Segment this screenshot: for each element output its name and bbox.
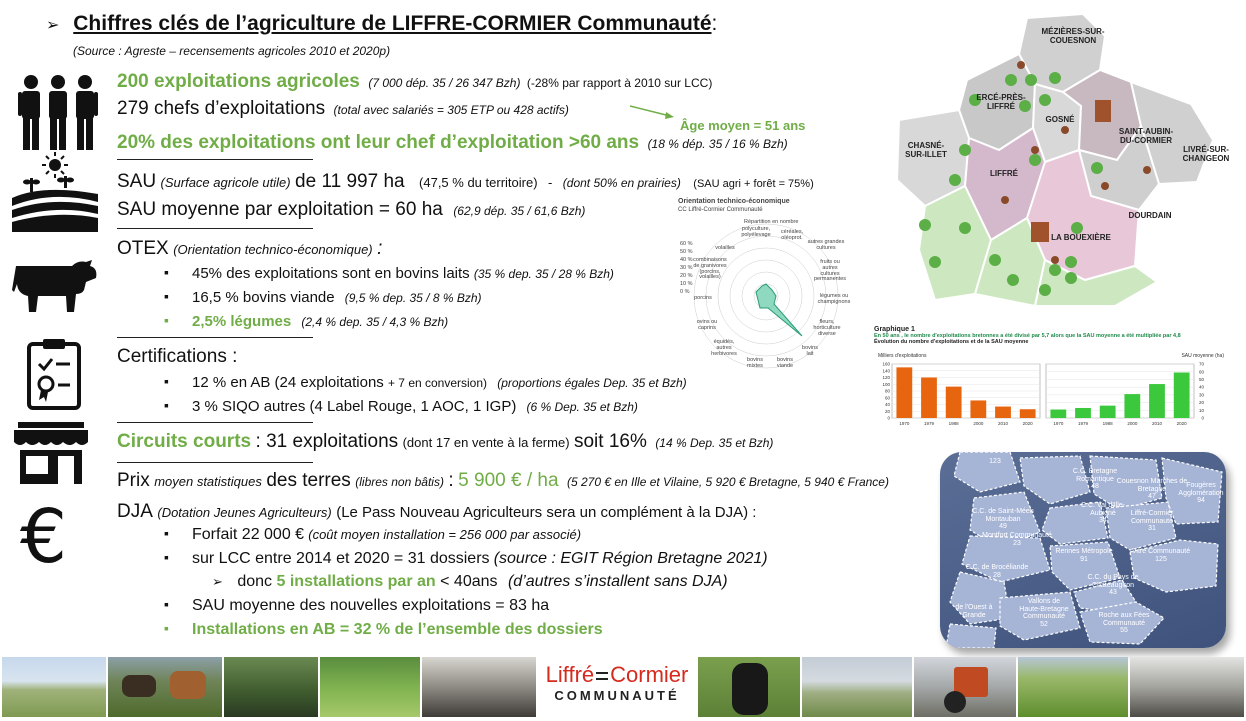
radar-tick-10: 10 % [680, 281, 693, 287]
sau-label: SAU [117, 171, 157, 192]
plot-frame-2 [1046, 364, 1194, 418]
radar-subtitle: CC Liffré-Cormier Communauté [678, 207, 763, 213]
photo-meadow [802, 657, 912, 717]
source-note: (Source : Agreste – recensements agricoles 2010 et 2020p) [73, 44, 391, 58]
x-tick-label: 1970 [1053, 421, 1064, 426]
bar [970, 400, 986, 418]
radar-axis-bovins-mixtes: bovins mixtes [747, 357, 763, 369]
y-tick-label: 80 [884, 388, 890, 394]
y-tick-label: 50 [1198, 377, 1204, 383]
dja-label: DJA [117, 501, 153, 522]
y-tick-label: 70 [1198, 361, 1204, 367]
exploitations-count: 200 exploitations agricoles [117, 71, 360, 92]
bar [995, 407, 1011, 418]
cow-icon [12, 256, 98, 314]
y-tick-label: 20 [1198, 400, 1204, 406]
logo-line2: COMMUNAUTÉ [554, 688, 680, 703]
bar [1174, 372, 1190, 418]
divider-2 [117, 228, 313, 229]
commune-saint-aubin: SAINT-AUBIN- DU-CORMIER [1118, 127, 1174, 145]
otex-item-1 [192, 265, 614, 282]
y-tick-label: 40 [1198, 384, 1204, 390]
bar-chart [874, 360, 1232, 432]
otex-item-1-note: (35 % dep. 35 / 28 % Bzh) [473, 267, 614, 281]
arrow-icon [628, 103, 676, 121]
y-tick-label: 30 [1198, 392, 1204, 398]
commune-mezieres: MÉZIÈRES-SUR- COUESNON [1041, 27, 1105, 45]
otex-item-3 [192, 313, 448, 330]
photo-hedge [320, 657, 420, 717]
certificate-icon [26, 338, 82, 410]
sun-icon [42, 152, 68, 178]
x-tick-label: 2020 [1176, 421, 1187, 426]
x-tick-label: 1988 [1102, 421, 1113, 426]
dja-item-1 [192, 526, 581, 544]
cert-item-2-note: (6 % Dep. 35 et Bzh) [526, 400, 638, 414]
y-tick-label: 20 [884, 408, 890, 414]
epci-broceliande: C.C. de Brocéliande 28 [965, 564, 1029, 579]
photo-meeting [422, 657, 536, 717]
series-2-name: SAU moyenne (ha) [1181, 353, 1224, 359]
otex-label-note: (Orientation technico-économique) [173, 242, 373, 257]
prix-colon: : [448, 470, 454, 491]
prix-value: 5 900 € / ha [458, 470, 559, 491]
cert-item-1 [192, 374, 687, 391]
chefs-line [117, 98, 569, 120]
photo-field-hay [2, 657, 106, 717]
cert-item-2 [192, 398, 638, 415]
radar-tick-60: 60 % [680, 241, 693, 247]
commune-livre: LIVRÉ-SUR- CHANGEON [1182, 145, 1230, 163]
radar-axis-fleurs: fleurs, horticulture diverse [813, 319, 841, 337]
radar-axis-bovins-lait: bovins lait [802, 345, 818, 357]
exploitations-note: (7 000 dép. 35 / 26 347 Bzh) [368, 76, 521, 90]
sau-dash: - [547, 175, 553, 190]
dja-line [117, 501, 756, 523]
sau-prairies: (dont 50% en prairies) [562, 176, 681, 190]
sau-value: de 11 997 ha [295, 171, 405, 192]
radar-legend: Répartition en nombre [744, 219, 799, 225]
x-tick-label: 1988 [948, 421, 959, 426]
otex-item-3-note: (2,4 % dep. 35 / 4,3 % Bzh) [301, 315, 449, 329]
dja-item-3 [192, 597, 549, 615]
page-title [46, 12, 717, 36]
chart-caption: Évolution du nombre d'exploitations et de la SAU moyenne [874, 339, 1029, 345]
commune-gosne: GOSNÉ [1045, 115, 1075, 124]
photo-black-cow [698, 657, 800, 717]
radar-axis-porcins: porcins [694, 295, 712, 301]
y-tick-label: 60 [884, 395, 890, 401]
radar-axis-bovins-viande: bovins viande [776, 357, 794, 369]
epci-rennes: Rennes Métropole 91 [1055, 548, 1113, 563]
field-icon [12, 176, 98, 232]
dja-lcc-note: (source : EGIT Région Bretagne 2021) [493, 550, 768, 567]
bar [1124, 394, 1140, 418]
prix-libres: (libres non bâtis) [355, 475, 444, 489]
divider-5 [117, 462, 313, 463]
x-tick-label: 2000 [973, 421, 984, 426]
chart-subtitle: En 50 ans , le nombre d'exploitations bretonnes a été divisé par 5,7 alors que la SAU moyenne a été multipliée par 4,8 [874, 333, 1181, 339]
epci-liffre-cormier: Liffré-Cormier Communauté 31 [1130, 510, 1174, 533]
bar [1149, 384, 1165, 418]
prix-note: (5 270 € en Ille et Vilaine, 5 920 € Bretagne, 5 940 € France) [566, 475, 889, 489]
prix-label2: des terres [266, 470, 351, 491]
circuits-value: : 31 exploitations [255, 431, 399, 452]
radar-axis-polyculture: polyculture, polyélevage [741, 226, 771, 238]
prix-line [117, 470, 889, 492]
dja-sub-arrow: ➢ [212, 574, 223, 589]
dja-inst-note: (d’autres s’installent sans DJA) [507, 573, 728, 590]
otex-colon: : [377, 238, 383, 259]
cert-item-2-text: 3 % SIQO autres (4 Label Rouge, 1 AOC, 1 IGP) [192, 398, 517, 415]
y-tick-label: 100 [882, 381, 890, 387]
radar-tick-40: 40 % [680, 257, 693, 263]
bar [921, 378, 937, 419]
otex-item-2-text: 16,5 % bovins viande [192, 289, 335, 306]
y-tick-label: 0 [1201, 415, 1204, 421]
radar-tick-50: 50 % [680, 249, 693, 255]
otex-label: OTEX [117, 238, 169, 259]
dja-ab: Installations en AB = 32 % de l’ensemble des dossiers [192, 621, 603, 638]
sau-avg-line [117, 199, 585, 221]
y-tick-label: 140 [882, 368, 890, 374]
epci-bretagne-romantique: C.C. Bretagne Romantique 48 [1072, 468, 1118, 491]
radar-tick-30: 30 % [680, 265, 693, 271]
prix-label-note: moyen statistiques [154, 474, 262, 489]
commune-chasne: CHASNÉ- SUR-ILLET [905, 141, 947, 159]
commune-dourdain: DOURDAIN [1128, 211, 1172, 220]
shop-icon [14, 422, 88, 486]
dja-installations: 5 installations par an [276, 573, 436, 590]
logo-liffre: Liffré [545, 662, 595, 687]
epci-vallons: Vallons de Haute-Bretagne Communauté 52 [1019, 598, 1069, 629]
sau-label-note: (Surface agricole utile) [160, 175, 291, 190]
y-tick-label: 40 [884, 402, 890, 408]
dja-forfait: Forfait 22 000 € [192, 526, 305, 543]
dja-item-2 [192, 550, 768, 568]
bar [1100, 406, 1116, 418]
x-tick-label: 2010 [997, 421, 1009, 426]
epci-fougeres: Fougères Agglomération 94 [1178, 482, 1224, 505]
sau-avg: SAU moyenne par exploitation = 60 ha [117, 199, 443, 220]
otex-item-2 [192, 289, 482, 306]
chart-title: Graphique 1 [874, 326, 915, 333]
y-tick-label: 0 [887, 415, 890, 421]
sau-avg-note: (62,9 dép. 35 / 61,6 Bzh) [453, 204, 586, 218]
sau-line [117, 171, 814, 193]
over60-note: (18 % dép. 35 / 16 % Bzh) [647, 137, 788, 151]
sau-agri-foret: (SAU agri + forêt = 75%) [693, 178, 814, 190]
epci-vitre: Vitré Communauté 125 [1131, 548, 1191, 563]
photo-goats [1130, 657, 1244, 717]
chefs-count: 279 chefs d’exploitations [117, 98, 326, 119]
epci-roche-aux-fees: Roche aux Fées Communauté 55 [1098, 612, 1150, 635]
dja-lcc: sur LCC entre 2014 et 2020 = 31 dossiers [192, 550, 490, 567]
chefs-note: (total avec salariés = 305 ETP ou 428 actifs) [333, 103, 569, 117]
radar-axis-granivores: combinaisons de granivores (porcins, volailles) [693, 257, 727, 281]
prix-label1: Prix [117, 470, 150, 491]
commune-liffre: LIFFRÉ [990, 169, 1018, 178]
radar-tick-0: 0 % [680, 289, 690, 295]
dja-item-4 [192, 621, 603, 639]
bar [1020, 409, 1036, 418]
exploitations-line [117, 71, 712, 93]
people-icon [16, 74, 100, 152]
bar [1050, 410, 1066, 418]
cert-item-1-note: (proportions égales Dep. 35 et Bzh) [497, 376, 687, 390]
x-tick-label: 2020 [1022, 421, 1033, 426]
bar [946, 387, 962, 418]
circuits-note: (14 % Dep. 35 et Bzh) [655, 436, 774, 450]
radar-axis-grandes-cultures: autres grandes cultures [807, 239, 845, 251]
epci-map [940, 452, 1226, 648]
x-tick-label: 1979 [1077, 421, 1089, 426]
photo-tractor [914, 657, 1016, 717]
over60-line [117, 132, 788, 154]
certifications-label: Certifications : [117, 346, 238, 367]
photo-farmers [224, 657, 318, 717]
x-tick-label: 1979 [923, 421, 935, 426]
epci-couesnon: Couesnon Marches de Bretagne 47 [1116, 478, 1188, 501]
dja-donc: donc [237, 573, 273, 590]
commune-la-bouexiere: LA BOUEXIÈRE [1051, 233, 1111, 242]
circuits-detail: (dont 17 en vente à la ferme) [402, 435, 570, 450]
y-tick-label: 120 [882, 375, 890, 381]
over60-text: 20% des exploitations ont leur chef d’exploitation >60 ans [117, 132, 640, 153]
age-moyen: Âge moyen = 51 ans [680, 118, 806, 133]
radar-axis-equides: équidés, autres herbivores [711, 339, 737, 357]
x-tick-label: 2010 [1151, 421, 1163, 426]
photo-crop-field [1018, 657, 1128, 717]
radar-axis-volailles: volailles [715, 245, 735, 251]
dja-pass: (Le Pass Nouveau Agriculteurs sera un complément à la DJA) : [336, 504, 757, 521]
circuits-label: Circuits courts [117, 431, 252, 452]
series-1-name: Milliers d'exploitations [878, 353, 927, 359]
otex-line [117, 238, 382, 260]
dja-label-note: (Dotation Jeunes Agriculteurs) [157, 505, 332, 520]
dja-sau-new: SAU moyenne des nouvelles exploitations = 83 ha [192, 597, 550, 614]
radar-axis-ovins: ovins ou caprins [696, 319, 718, 331]
epci-chateaugiron: C.C. du Pays de Châteaugiron 43 [1087, 574, 1139, 597]
dja-forfait-note: (coût moyen installation = 256 000 par associé) [308, 527, 582, 542]
x-tick-label: 1970 [899, 421, 910, 426]
bar-chart-panel [874, 326, 1232, 432]
epci-saint-meen: C.C. de Saint-Méen Montauban 49 [972, 508, 1034, 531]
divider-4 [117, 422, 313, 423]
commune-erce: ERCÉ-PRÈS- LIFFRÉ [976, 93, 1026, 111]
bar [896, 367, 912, 418]
dja-sub [212, 573, 728, 591]
logo [540, 662, 694, 718]
circuits-pct: soit 16% [573, 431, 647, 452]
title-arrow: ➢ [46, 17, 60, 34]
radar-axis-fruits: fruits ou autres cultures permanentes [813, 259, 847, 283]
epci-ouest: de l'Ouest à Grande [955, 604, 993, 619]
radar-axis-cereales: céréales, oléoprot. [780, 229, 804, 241]
exploitations-evol: (-28% par rapport à 2010 sur LCC) [526, 76, 713, 90]
logo-cormier: Cormier [610, 662, 689, 687]
otex-item-2-note: (9,5 % dep. 35 / 8 % Bzh) [344, 291, 482, 305]
bar [1075, 408, 1091, 418]
otex-item-1-text: 45% des exploitations sont en bovins laits [192, 265, 470, 282]
cert-item-1-text: 12 % en AB (24 exploitations [192, 374, 384, 391]
circuits-line [117, 431, 773, 453]
euro-icon: € [20, 494, 68, 580]
radar-tick-20: 20 % [680, 273, 693, 279]
radar-title: Orientation technico-économique [678, 198, 790, 205]
y-tick-label: 10 [1198, 407, 1204, 413]
epci-montfort: Montfort Communauté 23 [982, 532, 1052, 547]
y-tick-label: 160 [882, 361, 890, 367]
epci-top-count: 123 [989, 458, 1001, 465]
radar-axis-legumes: légumes ou champignons [817, 293, 851, 305]
logo-line1 [540, 662, 694, 688]
cert-item-1-extra: + 7 en conversion) [387, 376, 488, 390]
x-tick-label: 2000 [1127, 421, 1138, 426]
y-tick-label: 60 [1198, 369, 1204, 375]
dja-inst-age: < 40ans [440, 573, 498, 590]
divider-3 [117, 337, 313, 338]
sau-pct: (47,5 % du territoire) [419, 175, 538, 190]
otex-item-3-text: 2,5% légumes [192, 313, 292, 330]
divider-1 [117, 159, 313, 160]
epci-val-dille: C.C. Val d'Ille- Aubigné 34 [1081, 502, 1125, 525]
title-colon: : [711, 12, 718, 35]
title-text: Chiffres clés de l’agriculture de LIFFRE-CORMIER Communauté [73, 12, 712, 35]
photo-cows-pasture [108, 657, 222, 717]
